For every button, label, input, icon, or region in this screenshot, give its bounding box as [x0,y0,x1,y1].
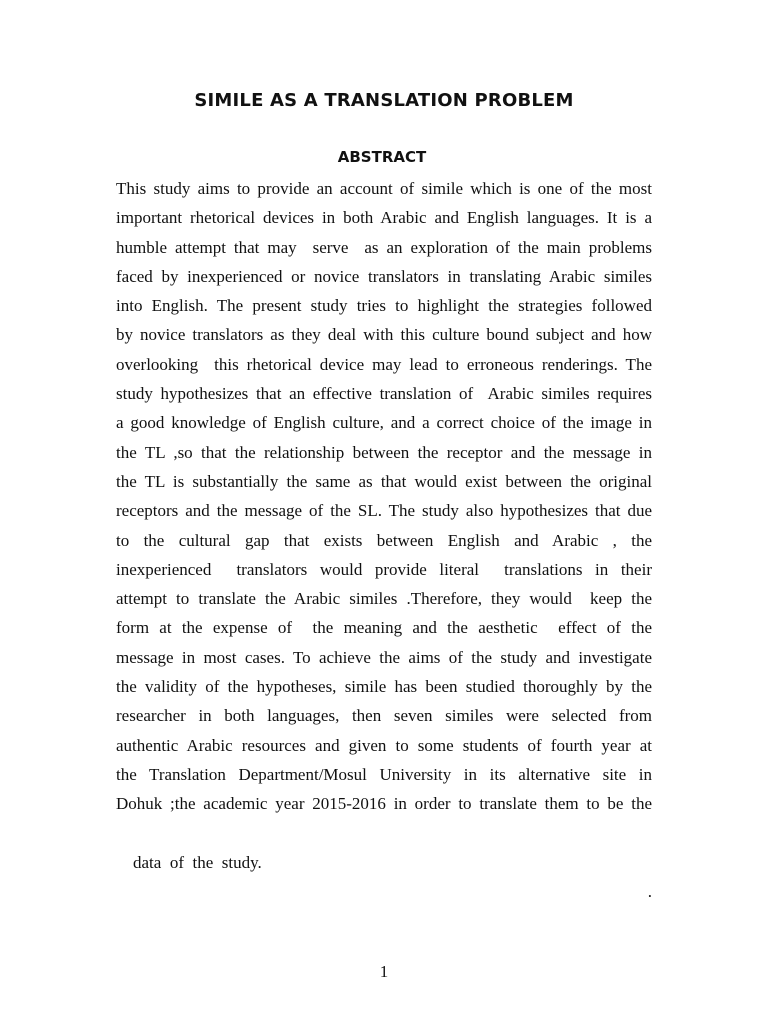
abstract-line: researcher in both languages, then seven similes were selected from [116,706,652,726]
abstract-line: authentic Arabic resources and given to some students of fourth year at [116,735,652,755]
abstract-body [116,174,652,902]
abstract-line: faced by inexperienced or novice translators in translating Arabic similes [116,266,652,286]
abstract-line: attempt to translate the Arabic similes .Therefore, they would keep the [116,589,652,609]
abstract-line: to the cultural gap that exists between English and Arabic , the [116,530,652,550]
abstract-line: form at the expense of the meaning and the aesthetic effect of the [116,618,652,638]
abstract-last-line-text: data of the study. [133,852,262,872]
abstract-heading: ABSTRACT [337,148,427,166]
abstract-line: the Translation Department/Mosul University in its alternative site in [116,764,652,784]
abstract-line: message in most cases. To achieve the aims of the study and investigate [116,647,652,667]
abstract-line: important rhetorical devices in both Arabic and English languages. It is a [116,208,652,228]
page-title: SIMILE AS A TRANSLATION PROBLEM [194,90,574,111]
abstract-line: humble attempt that may serve as an exploration of the main problems [116,237,652,257]
abstract-line: the TL is substantially the same as that would exist between the original [116,471,652,491]
abstract-line: into English. The present study tries to highlight the strategies followed [116,296,652,316]
abstract-trailing-mark: . [647,882,652,902]
abstract-line: by novice translators as they deal with this culture bound subject and how [116,325,652,345]
abstract-line: overlooking this rhetorical device may lead to erroneous renderings. The [116,354,652,374]
abstract-line: study hypothesizes that an effective translation of Arabic similes requires [116,384,652,404]
abstract-last-line [116,819,652,902]
abstract-line: inexperienced translators would provide literal translations in their [116,559,652,579]
abstract-line: This study aims to provide an account of simile which is one of the most [116,179,652,198]
abstract-line: Dohuk ;the academic year 2015-2016 in order to translate them to be the [116,794,652,814]
abstract-line: the validity of the hypotheses, simile has been studied thoroughly by the [116,677,652,697]
abstract-line: the TL ,so that the relationship between the receptor and the message in [116,442,652,462]
page-number: 1 [379,962,389,981]
abstract-line: receptors and the message of the SL. The study also hypothesizes that due [116,501,652,521]
abstract-line: a good knowledge of English culture, and a correct choice of the image in [116,413,652,433]
